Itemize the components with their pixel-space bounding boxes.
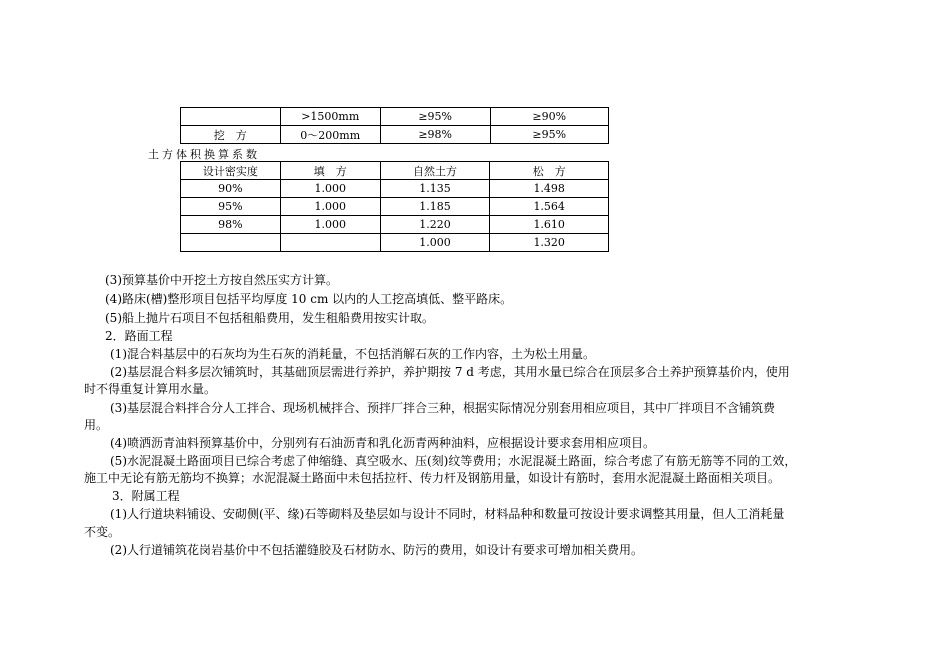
compaction-table — [180, 107, 609, 144]
table-cell: 95% — [181, 198, 281, 216]
paragraph-continuation: 用。 — [84, 418, 109, 432]
paragraph: (1)人行道块料铺设、安砌侧(平、缘)石等砌料及垫层如与设计不同时，材料品种和数量可按设计要求调整其用量，但人工消耗量 — [110, 507, 785, 521]
column-header: 自然土方 — [380, 162, 490, 180]
table-cell: 1.135 — [380, 180, 490, 198]
table-cell: ≥95% — [380, 108, 490, 126]
paragraph-continuation: 施工中无论有筋无筋均不换算；水泥混凝土路面中未包括拉杆、传力杆及钢筋用量，如设计有筋时，套用水泥混凝土路面相关项目。 — [84, 471, 781, 485]
table-cell: 1.000 — [280, 198, 380, 216]
volume-conversion-table — [180, 161, 609, 252]
table-row — [181, 126, 609, 144]
paragraph: (3)基层混合料拌合分人工拌合、现场机械拌合、预拌厂拌合三种，根据实际情况分别套用相应项目，其中厂拌项目不含铺筑费 — [110, 401, 776, 415]
paragraph: (5)水泥混凝土路面项目已综合考虑了伸缩缝、真空吸水、压(刻)纹等费用；水泥混凝土路面，综合考虑了有筋无筋等不同的工效， — [110, 454, 797, 468]
table-cell: 98% — [181, 216, 281, 234]
table-cell — [181, 108, 281, 126]
table-cell: 0～200mm — [280, 126, 380, 144]
table-row — [181, 198, 609, 216]
paragraph: (3)预算基价中开挖土方按自然压实方计算。 — [105, 273, 338, 287]
table-cell: 90% — [181, 180, 281, 198]
table-row — [181, 108, 609, 126]
paragraph: (1)混合料基层中的石灰均为生石灰的消耗量，不包括消解石灰的工作内容，土为松土用量。 — [110, 347, 596, 361]
table-cell — [280, 234, 380, 252]
table-row — [181, 234, 609, 252]
table-cell: ≥98% — [380, 126, 490, 144]
table-cell: ≥90% — [490, 108, 609, 126]
column-header: 松 方 — [490, 162, 609, 180]
table-cell: 1.498 — [490, 180, 609, 198]
table-cell: 1.000 — [380, 234, 490, 252]
table-cell: 1.610 — [490, 216, 609, 234]
section-heading: 2．路面工程 — [105, 329, 173, 343]
table-cell: >1500mm — [280, 108, 380, 126]
column-header: 填 方 — [280, 162, 380, 180]
table-header-row — [181, 162, 609, 180]
table-cell: 1.220 — [380, 216, 490, 234]
table-row — [181, 180, 609, 198]
paragraph: (5)船上抛片石项目不包括租船费用，发生租船费用按实计取。 — [105, 311, 435, 325]
column-header: 设计密实度 — [181, 162, 281, 180]
paragraph: (2)人行道铺筑花岗岩基价中不包括灌缝胶及石材防水、防污的费用，如设计有要求可增加相关费用。 — [110, 543, 644, 557]
paragraph: (4)喷洒沥青油料预算基价中，分别列有石油沥青和乳化沥青两种油料，应根据设计要求套用相应项目。 — [110, 436, 656, 450]
table-cell: ≥95% — [490, 126, 609, 144]
table-cell — [181, 234, 281, 252]
section-heading: 3．附属工程 — [112, 489, 180, 503]
table-cell: 1.000 — [280, 216, 380, 234]
table-cell: 1.320 — [490, 234, 609, 252]
table-cell: 挖 方 — [181, 126, 281, 144]
paragraph-continuation: 时不得重复计算用水量。 — [84, 382, 217, 396]
paragraph-continuation: 不变。 — [84, 525, 121, 539]
paragraph: (2)基层混合料多层次铺筑时，其基础顶层需进行养护，养护期按 7 d 考虑，其用水量已综合在顶层多合土养护预算基价内，使用 — [110, 365, 790, 379]
table-cell: 1.564 — [490, 198, 609, 216]
table-cell: 1.185 — [380, 198, 490, 216]
table-title: 土方体积换算系数 — [148, 148, 260, 161]
paragraph: (4)路床(槽)整形项目包括平均厚度 10 cm 以内的人工挖高填低、整平路床。 — [105, 292, 513, 306]
table-row — [181, 216, 609, 234]
table-cell: 1.000 — [280, 180, 380, 198]
